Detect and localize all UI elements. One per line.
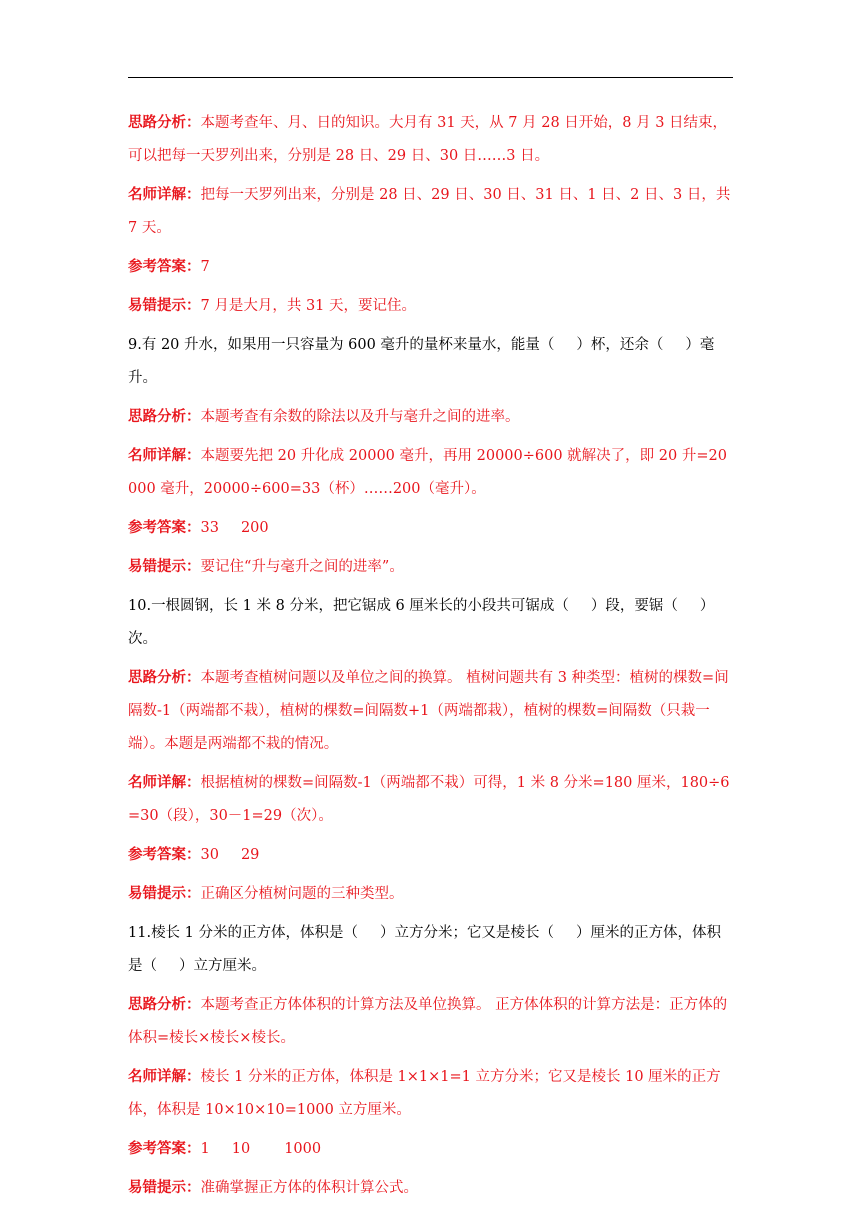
analysis-label: 思路分析：	[128, 409, 201, 425]
explain-label: 名师详解：	[128, 187, 201, 203]
explain-text: 棱长 1 分米的正方体，体积是 1×1×1=1 立方分米；它又是棱长 10 厘米的正方体，体积是 10×10×10=1000 立方厘米。	[128, 1069, 721, 1118]
q8-explain	[128, 179, 735, 245]
answer-value: 29	[240, 847, 260, 863]
q9-tip	[128, 551, 735, 584]
analysis-text: 本题考查年、月、日的知识。大月有 31 天，从 7 月 28 日开始，8 月 3 日结束，可以把每一天罗列出来，分别是 28 日、29 日、30 日……3 日。	[128, 115, 728, 164]
question-text-2: ）立方分米；它又是棱长（	[380, 925, 555, 941]
analysis-text: 本题考查正方体体积的计算方法及单位换算。 正方体体积的计算方法是：正方体的体积=棱长×棱长×棱长。	[128, 997, 728, 1046]
answer-label: 参考答案：	[128, 847, 201, 863]
q10-answer	[128, 839, 735, 872]
question-number: 9.	[128, 337, 142, 353]
analysis-text: 本题考查有余数的除法以及升与毫升之间的进率。	[200, 409, 520, 425]
analysis-label: 思路分析：	[128, 670, 201, 686]
q10-analysis	[128, 662, 735, 761]
question-text-1: 有 20 升水，如果用一只容量为 600 毫升的量杯来量水，能量（	[141, 337, 555, 353]
analysis-text: 本题考查植树问题以及单位之间的换算。 植树问题共有 3 种类型：植树的棵数=间隔数-1（两端都不栽），植树的棵数=间隔数+1（两端都栽），植树的棵数=间隔数（只栽一端）。本题是两端都不栽的情况。	[128, 670, 729, 752]
tip-label: 易错提示：	[128, 298, 201, 314]
explain-label: 名师详解：	[128, 775, 201, 791]
answer-value: 30	[200, 847, 219, 863]
explain-label: 名师详解：	[128, 1069, 201, 1085]
question-text-3: ）毫升。	[128, 337, 715, 386]
document-body	[128, 107, 735, 1211]
question-text-4: ）立方厘米。	[179, 958, 266, 974]
explain-text: 根据植树的棵数=间隔数-1（两端都不栽）可得，1 米 8 分米=180 厘米，180÷6=30（段），30－1=29（次）。	[128, 775, 730, 824]
q9-question	[128, 329, 735, 395]
answer-label: 参考答案：	[128, 1141, 201, 1157]
explain-text: 本题要先把 20 升化成 20000 毫升，再用 20000÷600 就解决了，即 20 升=20000 毫升，20000÷600=33（杯）……200（毫升）。	[128, 448, 727, 497]
answer-value: 1000	[284, 1141, 322, 1157]
tip-text: 准确掌握正方体的体积计算公式。	[200, 1180, 418, 1196]
q11-tip	[128, 1172, 735, 1205]
q10-explain	[128, 767, 735, 833]
q11-question	[128, 917, 735, 983]
tip-text: 7 月是大月，共 31 天，要记住。	[200, 298, 417, 314]
q10-question	[128, 590, 735, 656]
answer-value: 200	[240, 520, 269, 536]
analysis-label: 思路分析：	[128, 115, 201, 131]
tip-label: 易错提示：	[128, 559, 201, 575]
explain-label: 名师详解：	[128, 448, 201, 464]
tip-text: 要记住“升与毫升之间的进率”。	[200, 559, 404, 575]
q9-explain	[128, 440, 735, 506]
q9-analysis	[128, 401, 735, 434]
answer-value: 1	[200, 1141, 210, 1157]
answer-value: 10	[231, 1141, 251, 1157]
tip-label: 易错提示：	[128, 886, 201, 902]
tip-label: 易错提示：	[128, 1180, 201, 1196]
question-text-1: 一根圆钢，长 1 米 8 分米，把它锯成 6 厘米长的小段共可锯成（	[151, 598, 569, 614]
answer-label: 参考答案：	[128, 520, 201, 536]
analysis-label: 思路分析：	[128, 997, 201, 1013]
q8-answer	[128, 251, 735, 284]
question-number: 10.	[128, 598, 152, 614]
question-text-3: ）次。	[128, 598, 715, 647]
question-text-2: ）段，要锯（	[590, 598, 678, 614]
question-text-2: ）杯，还余（	[576, 337, 664, 353]
answer-value: 33	[200, 520, 219, 536]
q11-answer	[128, 1133, 735, 1166]
question-text-3: ）厘米的正方体，体积是（	[128, 925, 722, 974]
tip-text: 正确区分植树问题的三种类型。	[200, 886, 404, 902]
q11-explain	[128, 1061, 735, 1127]
q11-analysis	[128, 989, 735, 1055]
answer-label: 参考答案：	[128, 259, 201, 275]
question-text-1: 棱长 1 分米的正方体，体积是（	[151, 925, 359, 941]
q10-tip	[128, 878, 735, 911]
q8-tip	[128, 290, 735, 323]
explain-text: 把每一天罗列出来，分别是 28 日、29 日、30 日、31 日、1 日、2 日、3 日，共 7 天。	[128, 187, 731, 236]
question-number: 11.	[128, 925, 152, 941]
q8-analysis	[128, 107, 735, 173]
q9-answer	[128, 512, 735, 545]
header-rule	[128, 77, 733, 78]
answer-value: 7	[200, 259, 210, 275]
